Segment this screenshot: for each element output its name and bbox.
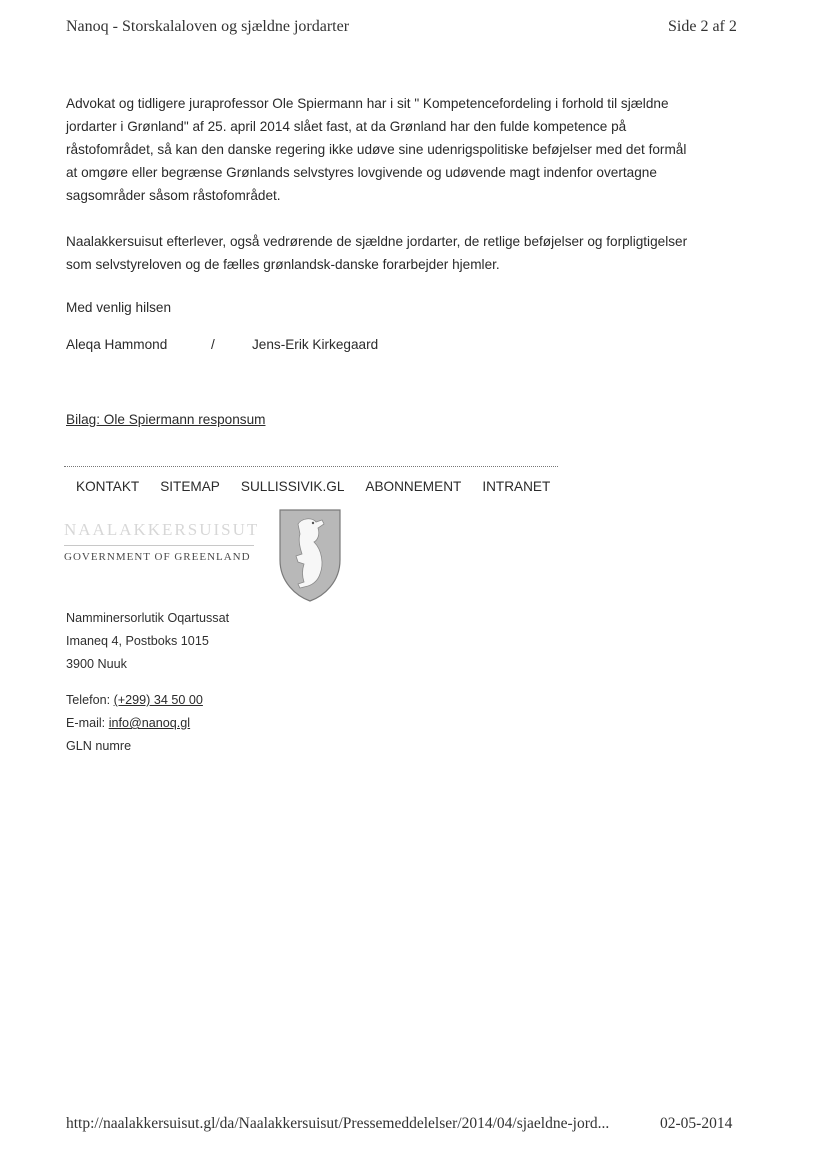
signer-name-1: Aleqa Hammond xyxy=(66,337,168,352)
nav-intranet[interactable]: INTRANET xyxy=(482,479,551,494)
nav-abonnement[interactable]: ABONNEMENT xyxy=(365,479,462,494)
closing-greeting: Med venlig hilsen xyxy=(66,300,172,315)
polar-bear-coat-of-arms-icon xyxy=(278,508,342,602)
email-label: E-mail: xyxy=(66,716,106,730)
address-org-name: Namminersorlutik Oqartussat xyxy=(66,611,230,625)
phone-label: Telefon: xyxy=(66,693,111,707)
paragraph-line: Advokat og tidligere juraprofessor Ole Spiermann har i sit " Kompetencefordeling i forhold til sjældne xyxy=(66,96,669,111)
paragraph-line: Naalakkersuisut efterlever, også vedrørende de sjældne jordarter, de retlige beføjelser og forpligtigelser xyxy=(66,234,688,249)
email-link[interactable]: info@nanoq.gl xyxy=(108,716,191,730)
paragraph-line: sagsområder såsom råstofområdet. xyxy=(66,188,281,203)
page-number: Side 2 af 2 xyxy=(668,18,737,35)
footer-date: 02-05-2014 xyxy=(660,1115,733,1132)
paragraph-line: som selvstyreloven og de fælles grønlandsk-danske forarbejder hjemler. xyxy=(66,257,500,272)
divider xyxy=(64,466,558,467)
footer-url: http://naalakkersuisut.gl/da/Naalakkersuisut/Pressemeddelelser/2014/04/sjaeldne-jord... xyxy=(66,1115,610,1132)
signer-name-2: Jens-Erik Kirkegaard xyxy=(252,337,379,352)
paragraph-line: at omgøre eller begrænse Grønlands selvstyres lovgivende og udøvende magt indenfor overtagne xyxy=(66,165,657,180)
nav-kontakt[interactable]: KONTAKT xyxy=(76,479,140,494)
logo-rule xyxy=(64,545,254,546)
page-header-title: Nanoq - Storskalaloven og sjældne jordarter xyxy=(66,18,350,35)
gln-numbers: GLN numre xyxy=(66,739,132,753)
paragraph-line: jordarter i Grønland" af 25. april 2014 slået fast, at da Grønland har den fulde kompetence på xyxy=(66,119,627,134)
paragraph-2 xyxy=(66,230,766,276)
logo-subtitle: GOVERNMENT OF GREENLAND xyxy=(64,551,251,563)
footer-nav xyxy=(76,479,550,494)
nav-sitemap[interactable]: SITEMAP xyxy=(160,479,220,494)
nav-sullissivik[interactable]: SULLISSIVIK.GL xyxy=(240,479,345,494)
signer-separator: / xyxy=(211,337,215,352)
attachment-link[interactable]: Bilag: Ole Spiermann responsum xyxy=(66,412,266,427)
phone-row xyxy=(66,693,203,707)
logo-wordmark: NAALAKKERSUISUT xyxy=(64,520,260,539)
paragraph-1 xyxy=(66,92,766,207)
email-row xyxy=(66,716,190,730)
paragraph-line: råstofområdet, så kan den danske regering ikke udøve sine udenrigspolitiske beføjelser med det formål xyxy=(66,142,687,157)
address-street: Imaneq 4, Postboks 1015 xyxy=(66,634,209,648)
address-city: 3900 Nuuk xyxy=(66,657,127,671)
phone-link[interactable]: (+299) 34 50 00 xyxy=(113,693,203,707)
